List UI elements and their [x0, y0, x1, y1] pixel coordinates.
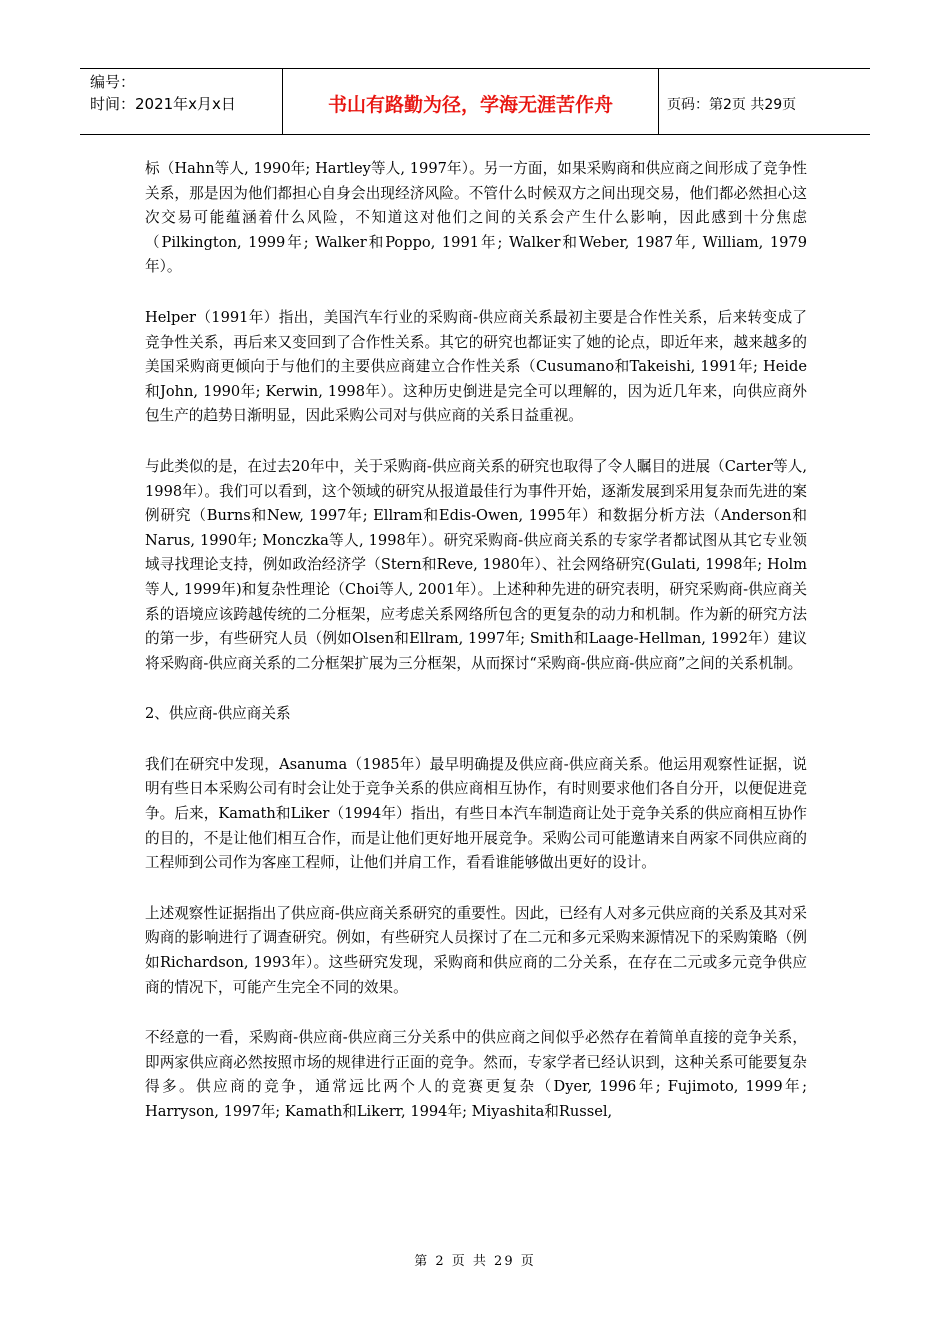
- paragraph-2: Helper（1991年）指出，美国汽车行业的采购商-供应商关系最初主要是合作性关系，后来转变成了竞争性关系，再后来又变回到了合作性关系。其它的研究也都证实了她的论点，即近年来，越来越多的美国采购商更倾向于与他们的主要供应商建立合作性关系（Cusumano和Takeishi, 1991年; Heide和John, 1990年; Kerwin, 1998年）。这种历史倒进是完全可以理解的，因为近几年来，向供应商外包生产的趋势日渐明显，因此采购公司对与供应商的关系日益重视。: [145, 308, 807, 425]
- document-body: [145, 157, 807, 1151]
- document-date-label: 时间：2021年x月x日: [90, 95, 236, 113]
- section-heading: 2、供应商-供应商关系: [145, 705, 291, 723]
- header-motto-cell: [283, 69, 659, 134]
- footer-page-number: 第 2 页 共 29 页: [414, 1254, 536, 1269]
- paragraph-1: 标（Hahn等人, 1990年; Hartley等人, 1997年）。另一方面，如果采购商和供应商之间形成了竞争性关系，那是因为他们都担心自身会出现经济风险。不管什么时候双方之间出现交易，他们都必然担心这次交易可能蕴涵着什么风险，不知道这对他们之间的关系会产生什么影响，因此感到十分焦虑（Pilkington, 1999年; Walker和Poppo, 1991年; Walker和Weber, 1987年, William, 1979年）。: [145, 160, 807, 276]
- paragraph-4: 我们在研究中发现，Asanuma（1985年）最早明确提及供应商-供应商关系。他运用观察性证据，说明有些日本采购公司有时会让处于竞争关系的供应商相互协作，有时则要求他们各自分开，以便促进竞争。后来，Kamath和Liker（1994年）指出，有些日本汽车制造商让处于竞争关系的供应商相互协作的目的，不是让他们相互合作，而是让他们更好地开展竞争。采购公司可能邀请来自两家不同供应商的工程师到公司作为客座工程师，让他们并肩工作，看看谁能够做出更好的设计。: [145, 755, 807, 872]
- header-meta-cell: [80, 69, 283, 134]
- header-page-info: 页码：第2页 共29页: [667, 96, 797, 113]
- page-header: [80, 68, 870, 135]
- paragraph-6: 不经意的一看，采购商-供应商-供应商三分关系中的供应商之间似乎必然存在着简单直接的竞争关系，即两家供应商必然按照市场的规律进行正面的竞争。然而，专家学者已经认识到，这种关系可能要复杂得多。供应商的竞争，通常远比两个人的竞赛更复杂（Dyer, 1996年; Fujimoto, 1999年; Harryson, 1997年; Kamath和Likerr, 1994年; Miyashita和Russel,: [145, 1029, 807, 1120]
- page-footer: [0, 1250, 950, 1269]
- document-number-label: 编号：: [90, 73, 136, 91]
- header-motto: 书山有路勤为径，学海无涯苦作舟: [327, 94, 613, 116]
- paragraph-3: 与此类似的是，在过去20年中，关于采购商-供应商关系的研究也取得了令人瞩目的进展（Carter等人, 1998年）。我们可以看到，这个领域的研究从报道最佳行为事件开始，逐渐发展到采用复杂而先进的案例研究（Burns和New, 1997年; Ellram和Edis-Owen, 1995年）和数据分析方法（Anderson和Narus, 1990年; Monczka等人, 1998年）。研究采购商-供应商关系的专家学者都试图从其它专业领域寻找理论支持，例如政治经济学（Stern和Reve, 1980年）、社会网络研究(Gulati, 1998年; Holm等人, 1999年)和复杂性理论（Choi等人, 2001年）。上述种种先进的研究表明，研究采购商-供应商关系的语境应该跨越传统的二分框架，应考虑关系网络所包含的更复杂的动力和机制。作为新的研究方法的第一步，有些研究人员（例如Olsen和Ellram, 1997年; Smith和Laage-Hellman, 1992年）建议将采购商-供应商关系的二分框架扩展为三分框架，从而探讨“采购商-供应商-供应商”之间的关系机制。: [145, 457, 807, 672]
- paragraph-5: 上述观察性证据指出了供应商-供应商关系研究的重要性。因此，已经有人对多元供应商的关系及其对采购商的影响进行了调查研究。例如，有些研究人员探讨了在二元和多元采购来源情况下的采购策略（例如Richardson, 1993年）。这些研究发现，采购商和供应商的二分关系，在存在二元或多元竞争供应商的情况下，可能产生完全不同的效果。: [145, 904, 807, 996]
- header-page-cell: [659, 69, 870, 134]
